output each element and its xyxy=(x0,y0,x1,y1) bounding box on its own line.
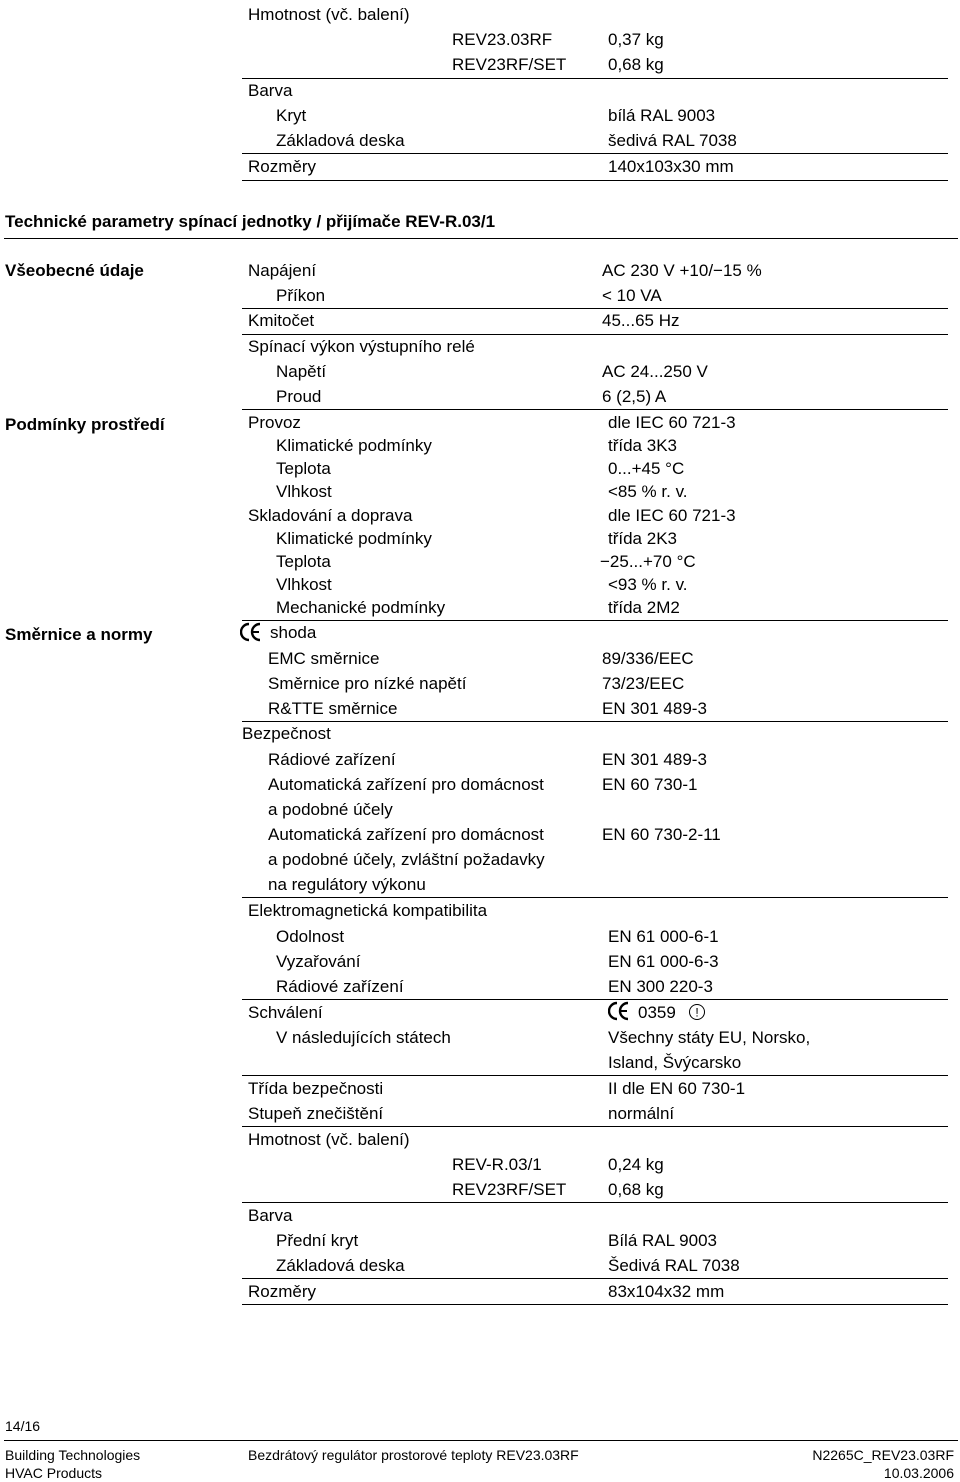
footer-doc-id: N2265C_REV23.03RF xyxy=(812,1447,954,1463)
household-1-value: EN 60 730-1 xyxy=(602,775,698,794)
weight-model: REV23RF/SET xyxy=(452,1180,567,1199)
safety-label: Bezpečnost xyxy=(242,724,331,743)
op-humidity-label: Vlhkost xyxy=(276,482,332,501)
dimensions-label: Rozměry xyxy=(248,1282,317,1301)
weight-model: REV23.03RF xyxy=(452,30,553,49)
color-part: Kryt xyxy=(276,106,307,125)
op-climate-label: Klimatické podmínky xyxy=(276,436,432,455)
current-value: 6 (2,5) A xyxy=(602,387,667,406)
op-humidity-value: <85 % r. v. xyxy=(608,482,688,501)
row-divider xyxy=(242,1126,948,1127)
row-divider xyxy=(242,1278,948,1279)
rtte-label: R&TTE směrnice xyxy=(268,699,398,718)
household-2-label-cont: na regulátory výkonu xyxy=(268,875,426,894)
color-part: Základová deska xyxy=(276,131,405,150)
low-voltage-value: 73/23/EEC xyxy=(602,674,685,693)
color-value: bílá RAL 9003 xyxy=(608,106,716,125)
household-2-value: EN 60 730-2-11 xyxy=(602,825,721,844)
radio-value: EN 301 489-3 xyxy=(602,750,707,769)
power-supply-label: Napájení xyxy=(248,261,317,280)
voltage-value: AC 24...250 V xyxy=(602,362,708,381)
st-humidity-label: Vlhkost xyxy=(276,575,332,594)
operation-value: dle IEC 60 721-3 xyxy=(608,413,736,432)
weight-label: Hmotnost (vč. balení) xyxy=(248,1130,410,1149)
low-voltage-label: Směrnice pro nízké napětí xyxy=(268,674,467,693)
st-climate-label: Klimatické podmínky xyxy=(276,529,432,548)
row-divider xyxy=(242,308,948,309)
st-mechanical-value: třída 2M2 xyxy=(608,598,680,617)
row-divider xyxy=(242,409,948,410)
footer-division: HVAC Products xyxy=(5,1465,102,1481)
radio-label: Rádiové zařízení xyxy=(268,750,396,769)
st-humidity-value: <93 % r. v. xyxy=(608,575,688,594)
household-1-label: Automatická zařízení pro domácnost xyxy=(268,775,544,794)
power-input-value: < 10 VA xyxy=(602,286,662,305)
weight-model: REV23RF/SET xyxy=(452,55,567,74)
st-mechanical-label: Mechanické podmínky xyxy=(276,598,446,617)
row-divider xyxy=(242,78,948,79)
immunity-value: EN 61 000-6-1 xyxy=(608,927,719,946)
general-heading: Všeobecné údaje xyxy=(5,261,144,280)
dimensions-label: Rozměry xyxy=(248,157,317,176)
color-label: Barva xyxy=(248,81,293,100)
st-climate-value: třída 2K3 xyxy=(608,529,677,548)
weight-value: 0,24 kg xyxy=(608,1155,664,1174)
emission-value: EN 61 000-6-3 xyxy=(608,952,719,971)
footer-rule xyxy=(4,1440,958,1441)
color-value: šedivá RAL 7038 xyxy=(608,131,737,150)
footer-date: 10.03.2006 xyxy=(883,1465,954,1481)
household-1-label-cont: a podobné účely xyxy=(268,800,393,819)
section-rule xyxy=(4,238,958,239)
operation-label: Provoz xyxy=(248,413,301,432)
color-part: Základová deska xyxy=(276,1256,405,1275)
switching-label: Spínací výkon výstupního relé xyxy=(248,337,475,356)
emc-compat-label: Elektromagnetická kompatibilita xyxy=(248,901,488,920)
op-temp-value: 0...+45 °C xyxy=(608,459,685,478)
notified-body-number: 0359 xyxy=(638,1003,676,1022)
countries-value-cont: Island, Švýcarsko xyxy=(608,1053,742,1072)
ce-mark-icon xyxy=(608,1001,630,1021)
weight-value: 0,68 kg xyxy=(608,55,664,74)
row-divider xyxy=(242,721,948,722)
row-divider xyxy=(242,999,948,1000)
section-title: Technické parametry spínací jednotky / přijímače REV-R.03/1 xyxy=(5,212,496,231)
alert-icon xyxy=(688,1003,706,1021)
approval-label: Schválení xyxy=(248,1003,323,1022)
dimensions-value: 83x104x32 mm xyxy=(608,1282,725,1301)
weight-value: 0,68 kg xyxy=(608,1180,664,1199)
row-divider xyxy=(242,1075,948,1076)
row-divider xyxy=(242,153,948,154)
current-label: Proud xyxy=(276,387,322,406)
weight-model: REV-R.03/1 xyxy=(452,1155,542,1174)
environment-heading: Podmínky prostředí xyxy=(5,415,165,434)
household-2-label: Automatická zařízení pro domácnost xyxy=(268,825,544,844)
op-climate-value: třída 3K3 xyxy=(608,436,677,455)
st-temp-label: Teplota xyxy=(276,552,331,571)
conformity-label: shoda xyxy=(270,623,317,642)
row-divider xyxy=(242,620,948,621)
emc-value: 89/336/EEC xyxy=(602,649,694,668)
weight-label: Hmotnost (vč. balení) xyxy=(248,5,410,24)
storage-label: Skladování a doprava xyxy=(248,506,413,525)
footer-company: Building Technologies xyxy=(5,1447,141,1463)
ce-mark-icon xyxy=(240,622,262,642)
row-divider xyxy=(242,180,948,181)
storage-value: dle IEC 60 721-3 xyxy=(608,506,736,525)
svg-text:!: ! xyxy=(695,1005,699,1020)
rtte-value: EN 301 489-3 xyxy=(602,699,707,718)
color-value: Šedivá RAL 7038 xyxy=(608,1256,740,1275)
household-2-label-cont: a podobné účely, zvláštní požadavky xyxy=(268,850,545,869)
countries-label: V následujících státech xyxy=(276,1028,451,1047)
emc-label: EMC směrnice xyxy=(268,649,380,668)
power-input-label: Příkon xyxy=(276,286,326,305)
pollution-label: Stupeň znečištění xyxy=(248,1104,384,1123)
weight-value: 0,37 kg xyxy=(608,30,664,49)
row-divider xyxy=(242,1304,948,1305)
op-temp-label: Teplota xyxy=(276,459,331,478)
page-number: 14/16 xyxy=(5,1418,41,1434)
safety-class-value: II dle EN 60 730-1 xyxy=(608,1079,746,1098)
st-temp-value: −25...+70 °C xyxy=(600,552,696,571)
frequency-label: Kmitočet xyxy=(248,311,315,330)
radio-equipment-label: Rádiové zařízení xyxy=(276,977,404,996)
standards-heading: Směrnice a normy xyxy=(5,625,153,644)
pollution-value: normální xyxy=(608,1104,675,1123)
immunity-label: Odolnost xyxy=(276,927,345,946)
dimensions-value: 140x103x30 mm xyxy=(608,157,734,176)
row-divider xyxy=(242,1202,948,1203)
radio-equipment-value: EN 300 220-3 xyxy=(608,977,713,996)
countries-value: Všechny státy EU, Norsko, xyxy=(608,1028,811,1047)
voltage-label: Napětí xyxy=(276,362,327,381)
color-label: Barva xyxy=(248,1206,293,1225)
row-divider xyxy=(242,334,948,335)
row-divider xyxy=(242,897,948,898)
frequency-value: 45...65 Hz xyxy=(602,311,680,330)
emission-label: Vyzařování xyxy=(276,952,361,971)
safety-class-label: Třída bezpečnosti xyxy=(248,1079,384,1098)
footer-doc-title: Bezdrátový regulátor prostorové teploty REV23.03RF xyxy=(248,1447,579,1463)
color-part: Přední kryt xyxy=(276,1231,359,1250)
color-value: Bílá RAL 9003 xyxy=(608,1231,717,1250)
power-supply-value: AC 230 V +10/−15 % xyxy=(602,261,762,280)
